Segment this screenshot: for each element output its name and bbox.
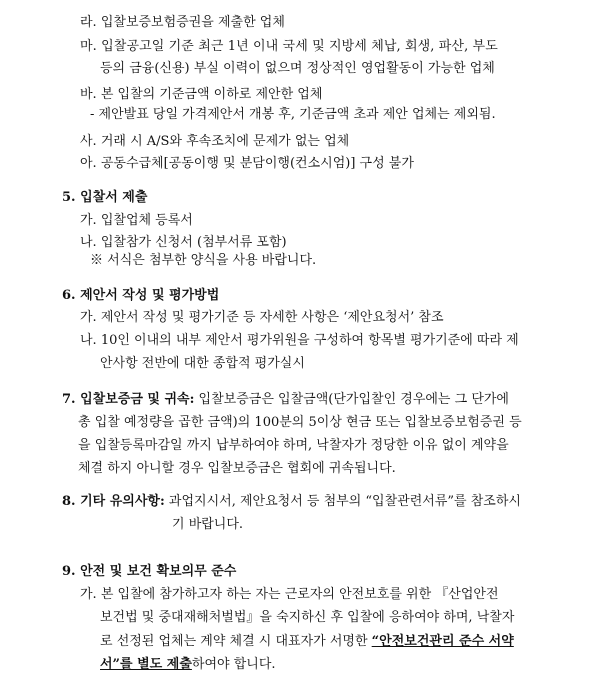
section8-title: 8. 기타 유의사항: <box>62 494 165 509</box>
item-ra: 라. 입찰보증보험증권을 제출한 업체 <box>80 15 285 30</box>
section9-pledge-emphasis: “안전보건관리 준수 서약 <box>371 634 514 649</box>
section8-line1 <box>62 493 521 511</box>
section6-title: 6. 제안서 작성 및 평가방법 <box>62 288 220 303</box>
item-sa: 사. 거래 시 A/S와 후속조치에 문제가 없는 업체 <box>80 134 350 149</box>
section7-line4: 체결 하지 아니할 경우 입찰보증금은 협회에 귀속됩니다. <box>78 461 396 476</box>
section5-title: 5. 입찰서 제출 <box>62 190 148 205</box>
section9-line3 <box>100 633 514 651</box>
section8-line2: 기 바랍니다. <box>172 517 244 532</box>
section9-submit-emphasis: 서”를 별도 제출 <box>100 657 192 672</box>
section5-item-na: 나. 입찰참가 신청서 (첨부서류 포함) <box>80 235 287 250</box>
section6-item-ga: 가. 제안서 작성 및 평가기준 등 자세한 사항은 ‘제안요청서’ 참조 <box>80 310 444 325</box>
item-ma-line2: 등의 금융(신용) 부실 이력이 없으며 정상적인 영업활동이 가능한 업체 <box>100 61 495 76</box>
section9-line4-text: 하여야 합니다. <box>191 657 276 672</box>
section7-title: 7. 입찰보증금 및 귀속: <box>62 392 195 407</box>
item-a: 아. 공동수급체[공동이행 및 분담이행(컨소시엄)] 구성 불가 <box>80 156 414 171</box>
item-ba-line1: 바. 본 입찰의 기준금액 이하로 제안한 업체 <box>80 87 323 102</box>
section7-line3: 을 입찰등록마감일 까지 납부하여야 하며, 낙찰자가 정당한 이유 없이 계약을 <box>78 438 509 453</box>
section9-line1: 가. 본 입찰에 참가하고자 하는 자는 근로자의 안전보호를 위한 『산업안전 <box>80 587 499 602</box>
section7-line1 <box>62 391 509 409</box>
section8-line1-text: 과업지시서, 제안요청서 등 첨부의 “입찰관련서류”를 참조하시 <box>164 494 521 509</box>
section9-line3-text: 로 선정된 업체는 계약 체결 시 대표자가 서명한 <box>100 634 372 649</box>
section7-line1-text: 입찰보증금은 입찰금액(단가입찰인 경우에는 그 단가에 <box>194 392 509 407</box>
section6-item-na-line1: 나. 10인 이내의 내부 제안서 평가위원을 구성하여 항목별 평가기준에 따라 제 <box>80 333 519 348</box>
section5-note: ※ 서식은 첨부한 양식을 사용 바랍니다. <box>90 253 317 268</box>
section7-line2: 총 입찰 예정량을 곱한 금액)의 100분의 5이상 현금 또는 입찰보증보험증권 등 <box>78 415 522 430</box>
section6-item-na-line2: 안사항 전반에 대한 종합적 평가실시 <box>100 356 305 371</box>
item-ba-line2: - 제안발표 당일 가격제안서 개봉 후, 기준금액 초과 제안 업체는 제외됨. <box>90 107 496 122</box>
section9-line4 <box>100 656 276 674</box>
section9-title: 9. 안전 및 보건 확보의무 준수 <box>62 564 237 579</box>
section9-line2: 보건법 및 중대재해처벌법』을 숙지하신 후 입찰에 응하여야 하며, 낙찰자 <box>100 610 515 625</box>
section5-item-ga: 가. 입찰업체 등록서 <box>80 213 193 228</box>
item-ma-line1: 마. 입찰공고일 기준 최근 1년 이내 국세 및 지방세 체납, 회생, 파산, 부도 <box>80 39 498 54</box>
